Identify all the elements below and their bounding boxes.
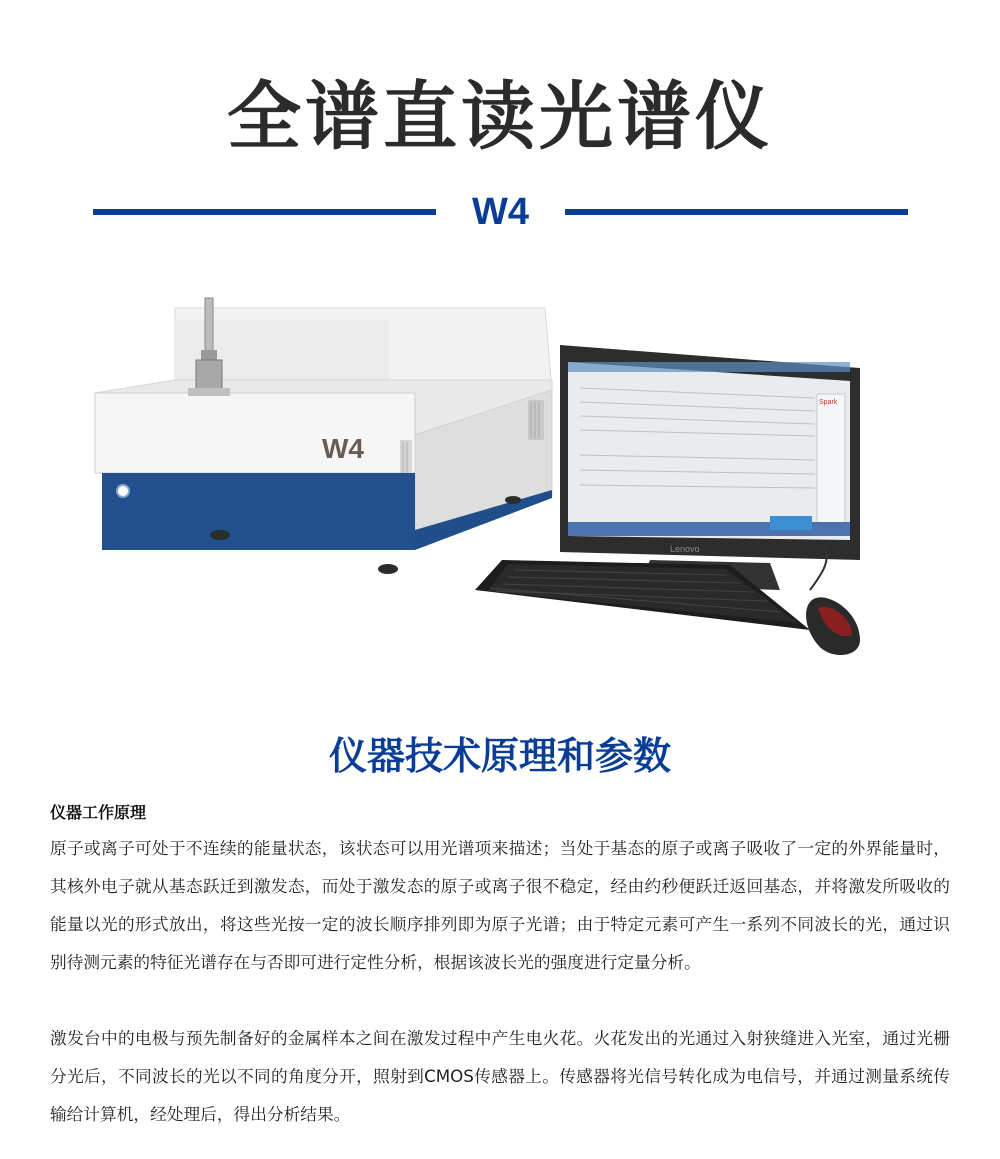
computer-monitor [560,345,860,590]
model-header [0,188,1000,238]
brand-logo: Lenovo [670,544,700,554]
paragraph-process: 激发台中的电极与预先制备好的金属样本之间在激发过程中产生电火花。火花发出的光通过入射狭缝进入光室，通过光栅分光后，不同波长的光以不同的角度分开，照射到CMOS传感器上。传感器将光信号转化成为电信号，并通过测量系统传输给计算机，经处理后，得出分析结果。 [50,1028,950,1124]
section-subtitle: 仪器工作原理 [50,803,147,822]
section-title: 仪器技术原理和参数 [328,734,671,778]
spectrometer [95,298,552,574]
mouse [806,545,860,655]
power-button-icon [117,485,129,497]
app-name: Spark [819,399,838,406]
front-vent-icon [400,440,412,475]
product-image [90,290,870,690]
right-divider [565,209,908,215]
page-title: 全谱直读光谱仪 [227,74,773,160]
left-divider [93,209,436,215]
device-label: W4 [322,433,364,464]
paragraph-principle: 原子或离子可处于不连续的能量状态，该状态可以用光谱项来描述；当处于基态的原子或离子吸收了一定的外界能量时，其核外电子就从基态跃迁到激发态，而处于激发态的原子或离子很不稳定，经由约秒便跃迁返回基态，并将激发所吸收的能量以光的形式放出，将这些光按一定的波长顺序排列即为原子光谱；由于特定元素可产生一系列不同波长的光，通过识别待测元素的特征光谱存在与否即可进行定性分析，根据该波长光的强度进行定量分析。 [50,838,950,972]
model-name: W4 [472,191,529,233]
side-vent-icon [528,400,544,440]
